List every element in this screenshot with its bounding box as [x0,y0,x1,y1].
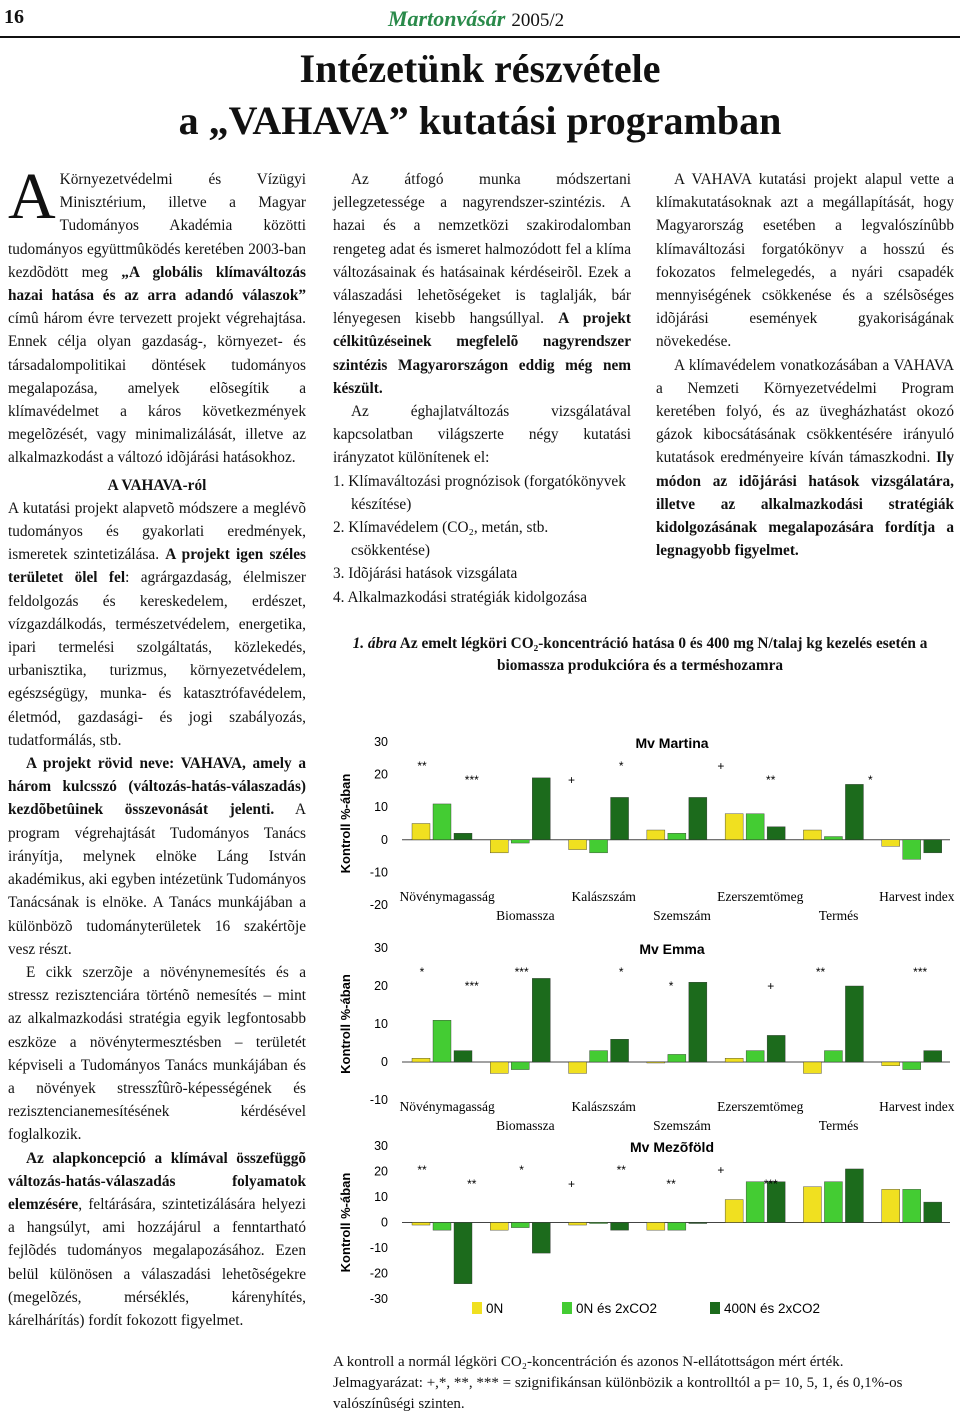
bar [590,1051,608,1062]
bar [845,784,863,839]
paragraph-scope: A kutatási projekt alapvetõ módszere a meglévõ tudományos és gyakorlati eredmények, ismeretek szintetizálása. A projekt igen széles területet ölel fel: agrárgazdaság, élelmiszer feldolgozás és kereskedelem, erdészet, vízgazdálkodás, természetvédelem, energetika, ipari termelési szolgáltatás, közlekedés, urbanisztika, turizmus, környezetvédelem, egészségügy, munka- és katasztrófavédelem, életmód, gazdasági- és jogi szabályozás, tudatformálás, stb. [8,499,306,749]
bar [590,840,608,853]
bar [725,1058,743,1062]
significance-mark: * [519,1163,524,1177]
bar [569,1062,587,1073]
bar [590,1223,608,1224]
figure-caption: 1. ábra Az emelt légköri CO₂-koncentráció hatása 0 és 400 mg N/talaj kg kezelés esetén a biomassza produkcióra és a terméshozamra [352,635,928,674]
y-tick-label: -10 [369,1241,388,1255]
y-tick-label: 20 [374,979,388,993]
significance-mark: *** [763,1177,778,1191]
significance-mark: * [618,759,624,773]
bar [845,986,863,1062]
bar [454,1051,472,1062]
y-axis-label: Kontroll %-ában [338,1172,353,1273]
legend-swatch [562,1302,572,1314]
category-label: Szemszám [653,1118,711,1133]
bar [569,840,587,850]
bar [412,1223,430,1226]
journal-name: Martonvásár [388,6,506,31]
y-axis-label: Kontroll %-ában [338,974,353,1074]
bar [412,824,430,840]
research-directions-list [333,470,631,609]
significance-mark: *** [464,979,479,993]
category-label: Biomassza [496,1118,555,1133]
bar [746,1051,764,1062]
legend-swatch [472,1302,482,1314]
bar [924,1202,942,1222]
list-item: 3. Idõjárási hatások vizsgálata [333,565,518,583]
intro-paragraph: A Környezetvédelmi és Vízügyi Minisztérium, illetve a Magyar Tudományos Akadémia közötti tudományos együttmûködés keretében 2003-ban kezdõdött meg „A globális klímaváltozás hazai hatása és az arra adandó válaszok” címû három évre tervezett projekt végrehajtása. Ennek célja olyan gazdaság-, környezet- és társadalompolitikai döntések tudományos megalapozása, amelyek elõsegítik a klímavédelmet a káros következmények megelõzését, vagy minimalizálását, illetve az alkalmazkodást a változó idõjárási hatásokhoz. [8,160,307,467]
issue-number: 2005/2 [511,10,565,31]
category-label: Harvest index [879,889,955,904]
bar [725,1200,743,1223]
bar [924,1051,942,1062]
bar [454,1223,472,1284]
category-label: Ezerszemtömeg [717,1099,804,1114]
bar [532,1223,550,1254]
category-label: Kalászszám [571,889,636,904]
significance-mark: + [767,979,775,993]
co2-effect-chart [330,705,955,1330]
bar [412,1058,430,1062]
bar [647,1223,665,1231]
bar [845,1169,863,1223]
bar [882,1062,900,1066]
significance-mark: * [868,773,873,787]
significance-mark: ** [417,1163,427,1177]
bar [433,1223,451,1231]
category-label: Biomassza [496,908,555,923]
y-tick-label: 0 [381,832,388,847]
footnote-control: A kontroll a normál légköri CO₂-koncentráción és azonos N-ellátottságon mért érték. [333,1354,844,1370]
bar [668,1223,686,1231]
y-tick-label: 20 [374,767,388,782]
bar [824,837,842,840]
figure-footnote [333,1352,955,1415]
list-item: 4. Alkalmazkodási stratégiák kidolgozása [333,588,588,606]
y-tick-label: 10 [374,800,388,815]
significance-mark: ** [666,1177,676,1191]
significance-mark: *** [913,965,928,979]
y-tick-label: 20 [374,1164,388,1179]
bar [803,830,821,840]
header-rule [0,36,960,38]
legend-label: 0N és 2xCO2 [576,1301,658,1316]
bar [689,982,707,1062]
significance-mark: * [419,965,425,979]
y-tick-label: -10 [369,1093,388,1107]
bar [746,814,764,840]
bar [668,833,686,840]
significance-mark: + [567,773,575,787]
bar [824,1051,842,1062]
paragraph-scenario: A VAHAVA kutatási projekt alapul vette a klímakutatásoknak azt a megállapítását, hogy Magyarország esetében a legvalószínûbb klímaváltozási forgatókönyv a hosszú és fokozatos felmelegedés, a nyári csapadék mennyiségének csökkenése és a szélsõséges idõjárási események gyakoriságának növekedése. [656,171,954,351]
significance-mark: ** [417,759,427,773]
category-label: Szemszám [653,908,711,923]
significance-mark: * [668,979,674,993]
paragraph-concept: Az alapkoncepció a klímával összefüggõ változás-hatás-válaszadás folyamatok elemzésére, feltárására, szintetizálására helyezi a hangsúlyt, ami hozzájárul a fenntartható fejlõdés tudományos megalapozásához. Ezen belül különösen a válaszadási lehetõségekre (megelõzés, mérséklés, kárenyhítés, kárelhárítás) fordít fokozott figyelmet. [8,1149,306,1329]
bar [532,778,550,840]
bar [490,840,508,853]
bar [511,1223,529,1228]
column-2 [333,168,631,609]
paragraph-directions: Az éghajlatváltozás vizsgálatával kapcsolatban világszerte négy kutatási irányzatot különítenek el: [333,403,631,467]
legend-label: 400N és 2xCO2 [724,1301,821,1316]
subheading-vahava: A VAHAVA-ról [107,476,207,494]
bar [746,1182,764,1223]
paragraph-name: A projekt rövid neve: VAHAVA, amely a három kulcsszó (változás-hatás-válaszadás) kezdõbetûinek összevonását jelenti. A program végrehajtását Tudományos Tanács irányítja, melynek elnöke Láng István akadémikus, aki egyben intézetünk Tudományos Tanácsának is elnöke. A Tanács munkájában a különbözõ tudományterületek 16 szakértõje vesz részt. [8,755,306,958]
bar [803,1187,821,1223]
panel-title: Mv Emma [639,941,705,957]
figure-label: 1. ábra [352,635,397,652]
bar [433,804,451,840]
bar [882,1189,900,1222]
bar [611,1223,629,1231]
bar [903,1062,921,1070]
y-tick-label: 30 [374,735,388,749]
journal-header [388,6,564,32]
bar [903,840,921,860]
bar [767,827,785,840]
category-label: Ezerszemtömeg [717,889,804,904]
significance-mark: ** [766,773,776,787]
bar [433,1020,451,1062]
page-number: 16 [4,6,24,28]
category-label: Növénymagasság [399,889,495,904]
y-axis-label: Kontroll %-ában [338,773,353,874]
significance-mark: *** [464,773,479,787]
panel-title: Mv Martina [635,735,709,751]
column-1 [8,160,307,1332]
bar [454,833,472,840]
significance-mark: *** [514,965,529,979]
y-tick-label: 30 [374,1139,388,1153]
significance-mark: * [618,965,624,979]
y-tick-label: 0 [381,1055,388,1069]
legend-swatch [710,1302,720,1314]
category-label: Kalászszám [571,1099,636,1114]
bar [511,840,529,843]
y-tick-label: 10 [374,1190,388,1204]
category-label: Termés [818,908,859,923]
bar [490,1062,508,1073]
category-label: Termés [818,1118,859,1133]
significance-mark: ** [616,1163,626,1177]
panel-title: Mv Mezõföld [630,1139,714,1155]
y-tick-label: -30 [369,1292,388,1306]
paragraph-methodology: Az átfogó munka módszertani jellegzetessége a nagyrendszer-szintézis. A hazai és a nemzetközi szakirodalomban rengeteg adat és ismeret halmozódott fel a klíma változásainak és hatásainak kérdéseirõl. Ezek a válaszadási lehetõségeket is taglalják, bár lényegesen kisebb hangsúllyal. A projekt célkitûzéseinek megfelelõ nagyrendszer szintézis Magyarországon eddig még nem készült. [333,171,632,397]
y-tick-label: 30 [374,941,388,955]
y-tick-label: 10 [374,1017,388,1031]
y-tick-label: -20 [369,1266,388,1281]
bar [824,1182,842,1223]
significance-mark: + [717,759,725,773]
bar [803,1062,821,1073]
column-3 [656,168,954,562]
list-item: 2. Klímavédelem (CO₂, metán, stb. csökkentése) [333,519,549,560]
bar [725,814,743,840]
legend-label: 0N [486,1301,504,1316]
y-tick-label: -20 [369,898,388,912]
bar [647,1062,665,1063]
article-title-line2: a „VAHAVA” kutatási programban [178,98,782,143]
significance-mark: ** [467,1177,477,1191]
significance-mark: ** [815,965,826,979]
bar [767,1035,785,1062]
drop-cap: A [8,160,56,233]
y-tick-label: -10 [369,865,388,880]
bar [569,1223,587,1226]
bar [511,1062,529,1070]
bar [668,1054,686,1062]
bar [647,830,665,840]
footnote-legend: Jelmagyarázat: +,*, **, *** = szignifikánsan különbözik a kontrolltól a p= 10, 5, 1, és 0,1%-os valószínûségi szinten. [333,1375,903,1412]
bar [903,1189,921,1222]
bar [689,1223,707,1224]
significance-mark: + [717,1163,725,1177]
bar [924,840,942,853]
bar [611,797,629,839]
article-title-line1: Intézetünk részvétele [299,46,661,91]
category-label: Növénymagasság [399,1099,495,1114]
y-tick-label: 0 [381,1215,388,1230]
bar [532,978,550,1062]
category-label: Harvest index [879,1099,955,1114]
list-item: 1. Klímaváltozási prognózisok (forgatókönyvek készítése) [333,472,626,513]
paragraph-focus: A klímavédelem vonatkozásában a VAHAVA a Nemzeti Környezetvédelmi Program keretében folyó, és az üvegházhatást okozó gázok kibocsátásának csökkentésére irányuló kutatások eredményeire kíván támaszkodni. Ily módon az idõjárási hatások vizsgálatára, illetve az alkalmazkodási stratégiák kidolgozásának megalapozására fordítja a legnagyobb figyelmet. [656,356,954,560]
paragraph-author: E cikk szerzõje a növénynemesítés és a stressz rezisztenciára történõ nemesítés – mint az alkalmazkodási stratégia egyik legfontosabb eszköze a növénytermesztésben – területét képviseli a Tudományos Tanács munkájában és a növények stresszt̂ûrõ-képességének és rezisztencianemesítésének kérdésével foglalkozik. [8,963,306,1144]
bar [689,797,707,839]
bar [490,1223,508,1231]
significance-mark: + [567,1177,575,1191]
bar [882,840,900,847]
bar [611,1039,629,1062]
